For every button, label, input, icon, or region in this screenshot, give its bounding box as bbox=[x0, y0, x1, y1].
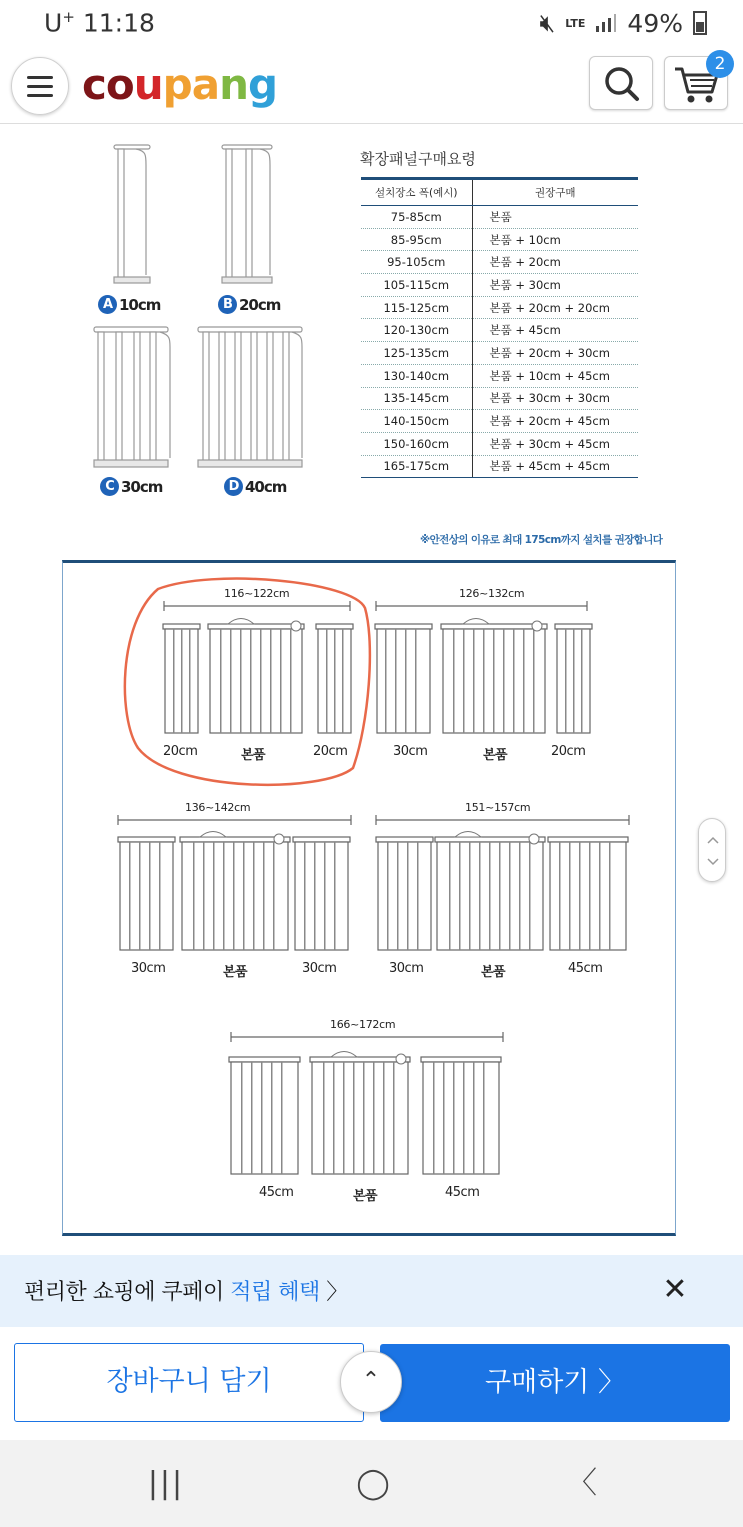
close-icon[interactable]: ✕ bbox=[662, 1272, 688, 1307]
promo-text[interactable]: 편리한 쇼핑에 쿠페이 적립 혜택 〉 bbox=[24, 1280, 348, 1305]
signal-icon bbox=[595, 13, 617, 33]
table-row: 105-115cm 본품 + 30cm bbox=[361, 274, 638, 297]
table-row: 150-160cm 본품 + 30cm + 45cm bbox=[361, 432, 638, 455]
dimension-label: 116~122cm bbox=[224, 587, 290, 600]
installation-diagrams bbox=[62, 560, 676, 1236]
panel-size-label: 30cm bbox=[389, 961, 424, 976]
main-unit-label: 본품 bbox=[353, 1189, 378, 1204]
coupang-logo[interactable]: coupang bbox=[82, 60, 278, 109]
battery-percent: 49% bbox=[627, 8, 683, 38]
dimension-label: 166~172cm bbox=[330, 1018, 396, 1031]
extension-panels-illustration bbox=[0, 125, 340, 485]
collapse-button[interactable] bbox=[340, 1351, 402, 1413]
clock: 11:18 bbox=[82, 8, 155, 38]
menu-button[interactable] bbox=[11, 57, 69, 115]
coupay-promo-banner[interactable] bbox=[0, 1255, 743, 1327]
table-row: 120-130cm 본품 + 45cm bbox=[361, 319, 638, 342]
mute-icon: 🔇︎ bbox=[539, 8, 556, 37]
home-icon[interactable]: ◯ bbox=[356, 1466, 390, 1501]
product-detail-image bbox=[0, 125, 743, 1255]
main-unit-label: 본품 bbox=[223, 965, 248, 980]
back-icon[interactable]: 〈 bbox=[567, 1466, 597, 1501]
main-unit-label: 본품 bbox=[483, 748, 508, 763]
panel-size-label: 45cm bbox=[445, 1185, 480, 1200]
network-type: LTE bbox=[565, 16, 586, 30]
table-row: 140-150cm 본품 + 20cm + 45cm bbox=[361, 410, 638, 433]
table-row: 115-125cm 본품 + 20cm + 20cm bbox=[361, 296, 638, 319]
app-header bbox=[0, 46, 743, 124]
chevron-up-icon: ⌃ bbox=[361, 1368, 381, 1393]
scroll-arrows-icon bbox=[699, 819, 727, 883]
gate-configurations-drawing bbox=[63, 563, 675, 1233]
search-icon bbox=[590, 57, 654, 111]
panel-size-label: 20cm bbox=[163, 744, 198, 759]
recent-apps-icon[interactable]: ||| bbox=[147, 1466, 185, 1501]
panel-size-label: 45cm bbox=[259, 1185, 294, 1200]
status-bar bbox=[0, 0, 743, 46]
table-row: 85-95cm 본품 + 10cm bbox=[361, 228, 638, 251]
status-icons bbox=[539, 8, 707, 38]
panel-size-label: 30cm bbox=[131, 961, 166, 976]
table-header-row bbox=[361, 179, 638, 206]
panel-label-c: C 30cm bbox=[100, 477, 162, 496]
panel-size-label: 30cm bbox=[302, 961, 337, 976]
column-header-width: 설치장소 폭(예시) bbox=[361, 179, 472, 206]
battery-icon bbox=[693, 11, 707, 35]
table-row: 75-85cm 본품 bbox=[361, 206, 638, 229]
panel-size-label: 45cm bbox=[568, 961, 603, 976]
panel-size-label: 20cm bbox=[551, 744, 586, 759]
buy-now-button[interactable]: 구매하기 〉 bbox=[380, 1344, 730, 1422]
panel-label-b: B 20cm bbox=[218, 295, 280, 314]
purchase-guide-table bbox=[361, 177, 638, 478]
purchase-action-bar bbox=[0, 1327, 743, 1440]
dimension-label: 126~132cm bbox=[459, 587, 525, 600]
panel-label-d: D 40cm bbox=[224, 477, 286, 496]
panel-size-label: 20cm bbox=[313, 744, 348, 759]
table-row: 130-140cm 본품 + 10cm + 45cm bbox=[361, 364, 638, 387]
panel-label-a: A 10cm bbox=[98, 295, 160, 314]
main-unit-label: 본품 bbox=[241, 748, 266, 763]
table-row: 165-175cm 본품 + 45cm + 45cm bbox=[361, 455, 638, 478]
dimension-label: 136~142cm bbox=[185, 801, 251, 814]
hamburger-icon bbox=[27, 76, 53, 79]
add-to-cart-button[interactable]: 장바구니 담기 bbox=[14, 1343, 364, 1422]
dimension-label: 151~157cm bbox=[465, 801, 531, 814]
table-row: 125-135cm 본품 + 20cm + 30cm bbox=[361, 342, 638, 365]
android-nav-bar bbox=[0, 1440, 743, 1527]
cart-count-badge: 2 bbox=[706, 50, 734, 78]
panel-size-label: 30cm bbox=[393, 744, 428, 759]
main-unit-label: 본품 bbox=[481, 965, 506, 980]
search-button[interactable] bbox=[589, 56, 653, 110]
table-row: 135-145cm 본품 + 30cm + 30cm bbox=[361, 387, 638, 410]
carrier: U+ 11:18 bbox=[44, 8, 155, 38]
table-title: 확장패널구매요령 bbox=[360, 150, 476, 168]
safety-note: ※안전상의 이유로 최대 175cm까지 설치를 권장합니다 bbox=[420, 534, 663, 546]
scroll-handle[interactable] bbox=[698, 818, 726, 882]
column-header-recommend: 권장구매 bbox=[472, 179, 638, 206]
table-row: 95-105cm 본품 + 20cm bbox=[361, 251, 638, 274]
